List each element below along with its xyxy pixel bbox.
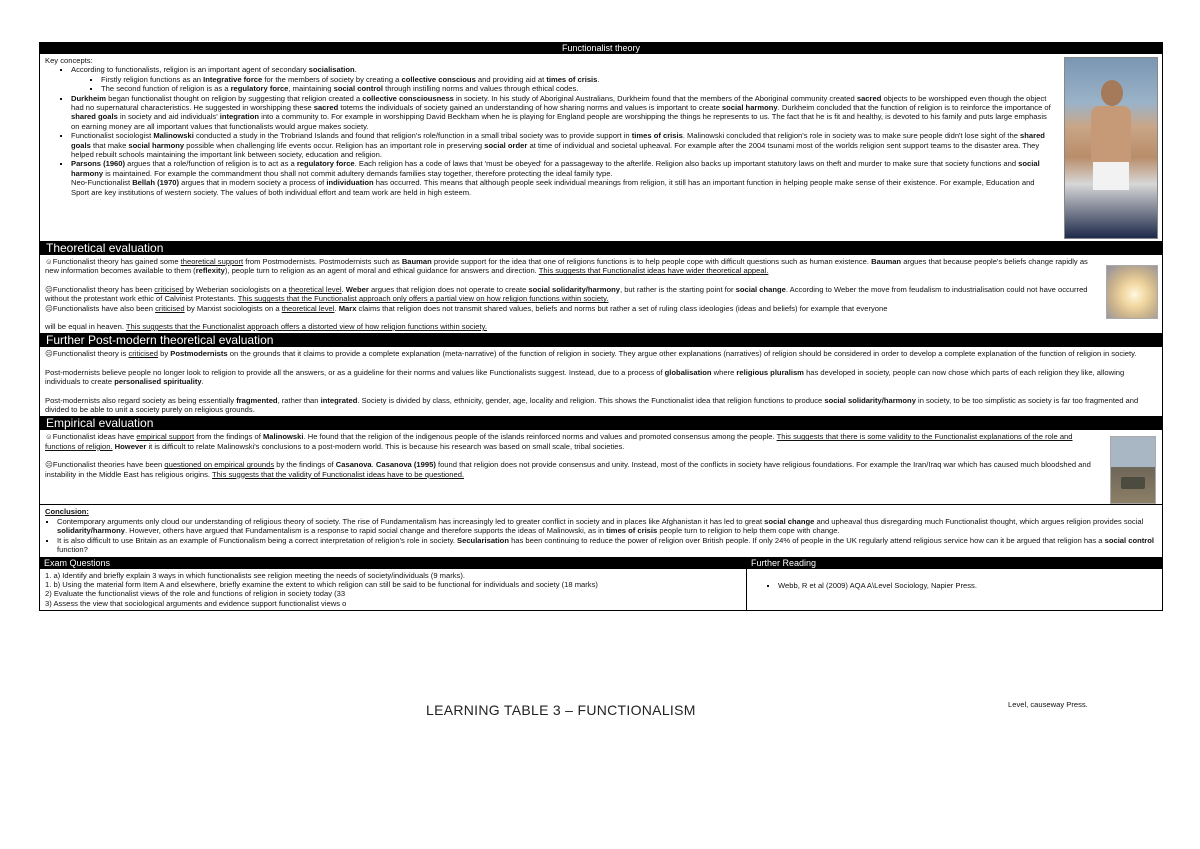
reading-heading: Further Reading [747, 558, 1162, 569]
empirical-para-2: ☹Functionalist theories have been questioned on empirical grounds by the findings of Casanova. Casanova (1995) found that religion does not provide consensus and unity. Instead, most of the conflicts in society have religious foundations. For example the Iran/Iraq war which has caused much bloodshed and instability in the Middle East has religious origins. This suggests that the validity of Functionalist ideas have to be questioned. [45, 460, 1091, 479]
further-reading [747, 558, 1162, 611]
exam-heading: Exam Questions [40, 558, 746, 569]
postmodern-section [40, 347, 1162, 416]
key-concepts-label: Key concepts: [45, 56, 93, 65]
postmodern-heading: Further Post-modern theoretical evaluation [40, 333, 1162, 347]
intro-text [40, 54, 1058, 241]
overlay-title: LEARNING TABLE 3 – FUNCTIONALISM [426, 702, 696, 718]
reading-item-fragment: Level, causeway Press. [1008, 700, 1088, 709]
exam-question: 1. b) Using the material form Item A and elsewhere, briefly examine the extent to which religion can still be said to be functional for individuals and society (18 marks) [45, 579, 598, 589]
beckham-photo [1064, 57, 1158, 239]
postmodern-para-1: ☹Functionalist theory is criticised by Postmodernists on the grounds that it claims to provide a complete explanation (meta-narrative) of the function of religion in society. They argue other explanations (narratives) of religion should be considered in order to develop a complete explanation of the function of religion in society. [45, 349, 1137, 359]
empirical-section [40, 430, 1162, 504]
theoretical-para-3b: will be equal in heaven. This suggests that the Functionalist approach offers a distorted view of how religion functions within society. [45, 322, 487, 332]
concept-subitem: ▪ The second function of religion is as a regulatory force, maintaining social control through instilling norms and values through ethical codes. [101, 84, 1053, 93]
heaven-image [1106, 265, 1158, 319]
exam-questions [40, 558, 747, 611]
reading-item: ▪ Webb, R et al (2009) AQA A\Level Sociology, Napier Press. [778, 581, 1157, 590]
conclusion-item: ▪ Contemporary arguments only cloud our understanding of religious theory of society. The rise of Fundamentalism has increasingly led to greater conflict in society and in places like Afghanistan it has led to great social change and upheaval thus disregarding much Functionalist thought, which argues religion provides social solidarity/harmony. However, others have argued that Fundamentalism is a response to rapid social change and therefore supports the ideas of Malinowski, as in times of crisis people turn to religion to help them cope with change. [57, 517, 1157, 536]
conclusion-section [40, 504, 1162, 556]
exam-question: 2) Evaluate the functionalist views of the role and functions of religion in society today (33 [45, 589, 346, 599]
concept-item: ▪ Parsons (1960) argues that a role/function of religion is to act as a regulatory force. Each religion has a code of laws that 'must be obeyed' for a passageway to the afterlife. Religion also backs up important statutory laws on theft and murder to make sure that society functions and social harmony is maintained. For example the commandment thou shall not commit adultery demands families stay together, therefore protecting the ideal family type. [71, 159, 1053, 178]
postmodern-para-3: Post-modernists also regard society as being essentially fragmented, rather than integrated. Society is divided by class, ethnicity, gender, age, locality and religion. This shows the Functionalist idea that religion functions to produce social solidarity/harmony in society, to be too simplistic as society is far too fragmented and divided to be able to unit a society purely on religious grounds. [45, 395, 1139, 415]
exam-question: 3) Assess the view that sociological arguments and evidence support functionalist views o [45, 598, 347, 608]
theoretical-para-3: ☹Functionalists have also been criticised by Marxist sociologists on a theoretical level. Marx claims that religion does not transmit shared values, beliefs and norms but rather a set of ruling class ideologies (ideas and beliefs) for example that everyone [45, 303, 888, 313]
learning-table [39, 42, 1163, 611]
theoretical-section [40, 255, 1162, 333]
concept-item: ▪ According to functionalists, religion is an important agent of secondary socialisation. ▪ Firstly religion functions as an Integrative force for the members of society by creating a collective conscious and providing aid at times of crisis. ▪ The second function of religion is as a regulatory force, maintaining social control through instilling norms and values through ethical codes. [71, 65, 1053, 93]
empirical-heading: Empirical evaluation [40, 416, 1162, 430]
bottom-columns [40, 557, 1162, 611]
bellah-paragraph: Neo-Functionalist Bellah (1970) argues that in modern society a process of individuation has occurred. This means that although people seek individual meanings from religion, it still has an important function in helping people make sense of their existence. For example, Education and Sport are key institutions of western society. The values of both individual effort and team work are held in high esteem. [71, 178, 1035, 197]
concept-item: ▪ Functionalist sociologist Malinowski conducted a study in the Trobriand Islands and found that religion's role/function in a small tribal society was to provide support in times of crisis. Malinowski concluded that religion's role in society was to make sure people didn't lose sight of the shared goals that make social harmony possible when challenging life events occur. Religion has an important role in preserving social order at time of individual and societal upheaval. For example after the 2004 tsunami most of the worlds religion sent support teams to the disaster area. They helped rebuilt schools maintaining the important link between society, education and religion. [71, 131, 1053, 159]
exam-question: 1. a) Identify and briefly explain 3 ways in which functionalists see religion meeting the needs of society/individuals (9 marks). [45, 570, 465, 580]
concept-subitem: ▪ Firstly religion functions as an Integrative force for the members of society by creating a collective conscious and providing aid at times of crisis. [101, 75, 1053, 84]
conclusion-item: ▪ It is also difficult to use Britain as an example of Functionalism being a correct interpretation of religion's role in society. Secularisation has been continuing to reduce the power of religion over British people. If only 24% of people in the UK regularly attend religious service how can it be argued that religion has a social control function? [57, 536, 1157, 555]
war-image [1110, 436, 1156, 504]
postmodern-para-2: Post-modernists believe people no longer look to religion to provide all the answers, or as a guideline for their norms and values like Functionalists suggest. Instead, due to a process of globalisation where religious pluralism has developed in society, people can now chose which parts of each religion they like, allowing individuals to create personalised spirituality. [45, 367, 1125, 387]
empirical-para-1: ☺Functionalist ideas have empirical support from the findings of Malinowski. He found that the religion of the indigenous people of the islands reinforced norms and values and promoted consensus among the people. This suggests that there is some validity to the Functionalist explanations of the role and functions of religion. However it is difficult to relate Malinowski's conclusions to a post-modern world. This is because his research was based on small scale, tribal societies. [45, 432, 1073, 451]
theoretical-heading: Theoretical evaluation [40, 241, 1162, 255]
intro-section [40, 54, 1162, 241]
theoretical-para-1: ☺Functionalist theory has gained some theoretical support from Postmodernists. Postmodernists such as Bauman provide support for the idea that one of religions functions is to help people cope with difficult questions such as human existence. Bauman argues that because people's beliefs change rapidly as new information becomes available to them (reflexity), people turn to religion as an agent of moral and ethical guidance for answers and direction. This suggests that Functionalist ideas have wider theoretical appeal. [45, 257, 1088, 276]
concept-item: ▪ Durkheim began functionalist thought on religion by suggesting that religion created a collective consciousness in society. In his study of Aboriginal Australians, Durkheim found that the members of the Aboriginal community created sacred objects to be worshipped even though the object had no supernatural characteristics. He suggested in worshipping these sacred totems the individuals of society gained an understanding of how sharing norms and values is important to create social harmony. Durkheim concluded that the function of religion is to reinforce the importance of shared goals in society and aid individuals' integration into a community to. For example in worshipping David Beckham when he is playing for England people are worshipping the things he represents to us. The fact that he is fit and healthy, is devoted to his family and puts large emphasis on earning money are all important values that functionalists would argue makes society. [71, 94, 1053, 132]
theoretical-para-2: ☹Functionalist theory has been criticised by Weberian sociologists on a theoretical level. Weber argues that religion does not operate to create social solidarity/harmony, but rather is the starting point for social change. According to Weber the move from feudalism to industrialisation could not have occurred without the protestant work ethic of Calvinist Protestants. This suggests that the Functionalist approach only offers a partial view on how religion functions within society. [45, 284, 1088, 304]
conclusion-heading: Conclusion: [45, 507, 89, 517]
page-title: Functionalist theory [40, 43, 1162, 54]
